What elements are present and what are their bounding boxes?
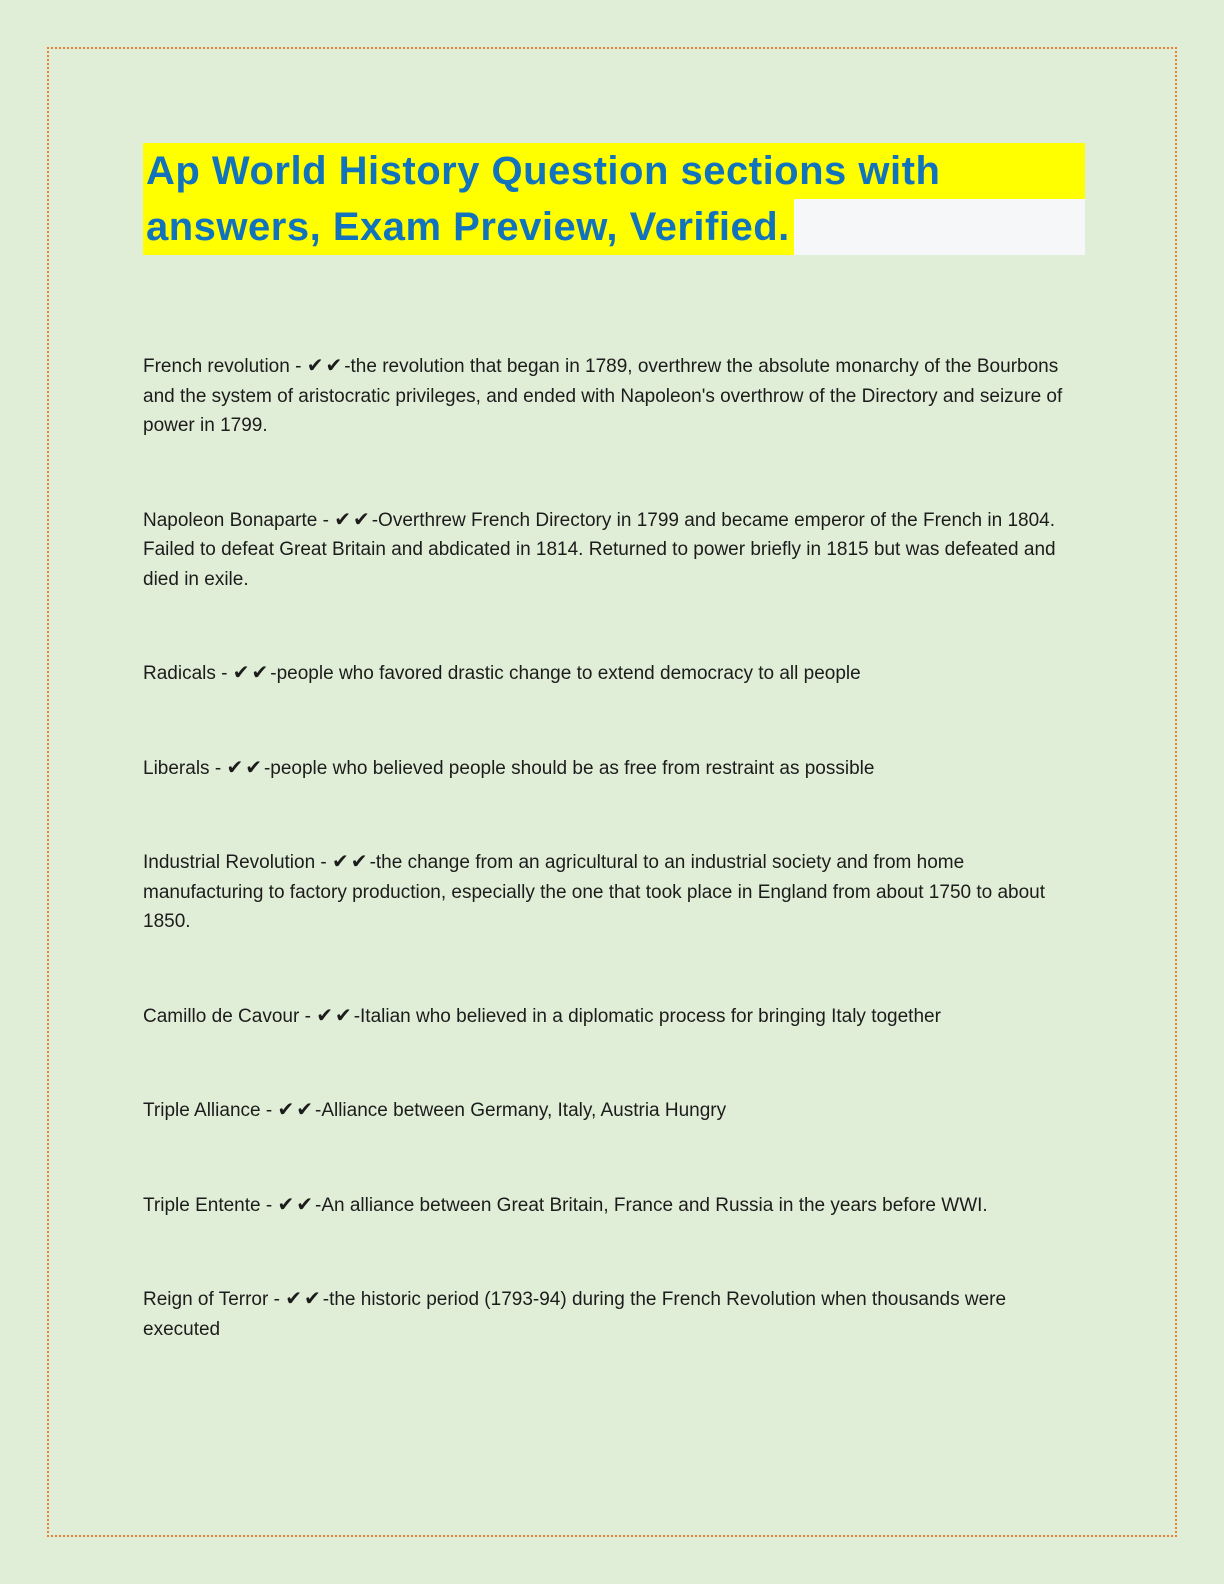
qa-separator: - [215, 663, 233, 684]
qa-dash: - [263, 757, 271, 779]
qa-entry [143, 658, 1085, 689]
qa-entry [143, 1001, 1085, 1032]
qa-entry [143, 351, 1085, 441]
double-checkmark-icon: ✔✔ [277, 1097, 315, 1121]
qa-separator: - [268, 1289, 286, 1310]
qa-separator: - [315, 852, 333, 873]
qa-definition: An alliance between Great Britain, France and Russia in the years before WWI. [321, 1194, 988, 1216]
double-checkmark-icon: ✔✔ [277, 1191, 315, 1216]
qa-dash: - [270, 663, 277, 684]
qa-definition: people who favored drastic change to extend democracy to all people [276, 663, 861, 684]
qa-definition: Italian who believed in a diplomatic process for bringing Italy together [360, 1005, 941, 1027]
qa-entry [143, 505, 1085, 595]
qa-entry [143, 753, 1085, 784]
qa-term: Liberals [143, 757, 210, 779]
document-content [143, 143, 1085, 1408]
qa-separator: - [289, 356, 307, 377]
qa-separator: - [260, 1100, 278, 1121]
double-checkmark-icon: ✔✔ [232, 660, 271, 684]
qa-separator: - [260, 1194, 278, 1216]
qa-dash: - [322, 1289, 330, 1310]
document-title [143, 143, 1085, 255]
qa-definition: the revolution that began in 1789, overthrew the absolute monarchy of the Bourbons and the system of aristocratic privileges, and ended with Napoleon's overthrow of the Directory and seizure of power in 1799. [143, 356, 1063, 436]
qa-term: Triple Entente [143, 1194, 261, 1216]
qa-definition: people who believed people should be as free from restraint as possible [270, 757, 875, 779]
qa-dash: - [315, 1194, 322, 1216]
double-checkmark-icon: ✔✔ [316, 1002, 354, 1027]
qa-entry [143, 1190, 1085, 1221]
double-checkmark-icon: ✔✔ [332, 849, 370, 873]
double-checkmark-icon: ✔✔ [306, 353, 345, 377]
title-line-1: Ap World History Question sections with [143, 143, 944, 199]
double-checkmark-icon: ✔✔ [285, 1286, 323, 1310]
title-line-2: answers, Exam Preview, Verified. [143, 199, 794, 255]
qa-entry [143, 1095, 1085, 1126]
qa-dash: - [314, 1100, 322, 1121]
qa-term: Radicals [143, 663, 216, 684]
qa-entry [143, 1284, 1085, 1344]
double-checkmark-icon: ✔✔ [334, 506, 372, 531]
title-line-1-row [143, 143, 1085, 199]
title-line-2-row [143, 199, 1085, 255]
qa-definition: the historic period (1793-94) during the French Revolution when thousands were executed [143, 1289, 1007, 1340]
qa-definition: the change from an agricultural to an industrial society and from home manufacturing to factory production, especially the one that took place in England from about 1750 to about 1850. [143, 852, 1046, 932]
title-highlight-filler [794, 199, 1085, 255]
qa-term: Reign of Terror [143, 1289, 269, 1310]
qa-definition: Alliance between Germany, Italy, Austria Hungry [321, 1100, 727, 1121]
qa-term: Napoleon Bonaparte [143, 509, 318, 531]
qa-entry [143, 847, 1085, 937]
qa-separator: - [317, 509, 335, 531]
qa-dash: - [371, 509, 379, 531]
qa-dash: - [344, 356, 351, 377]
qa-separator: - [209, 757, 227, 779]
qa-term: French revolution [143, 356, 290, 377]
qa-term: Camillo de Cavour [143, 1005, 300, 1027]
qa-term: Triple Alliance [143, 1100, 261, 1121]
qa-dash: - [369, 852, 376, 873]
qa-separator: - [299, 1005, 317, 1027]
qa-definition: Overthrew French Directory in 1799 and became emperor of the French in 1804. Failed to defeat Great Britain and abdicated in 1814. Returned to power briefly in 1815 but was defeated and died in exile. [143, 509, 1056, 590]
qa-dash: - [353, 1005, 361, 1027]
qa-term: Industrial Revolution [143, 852, 316, 873]
double-checkmark-icon: ✔✔ [226, 754, 264, 779]
